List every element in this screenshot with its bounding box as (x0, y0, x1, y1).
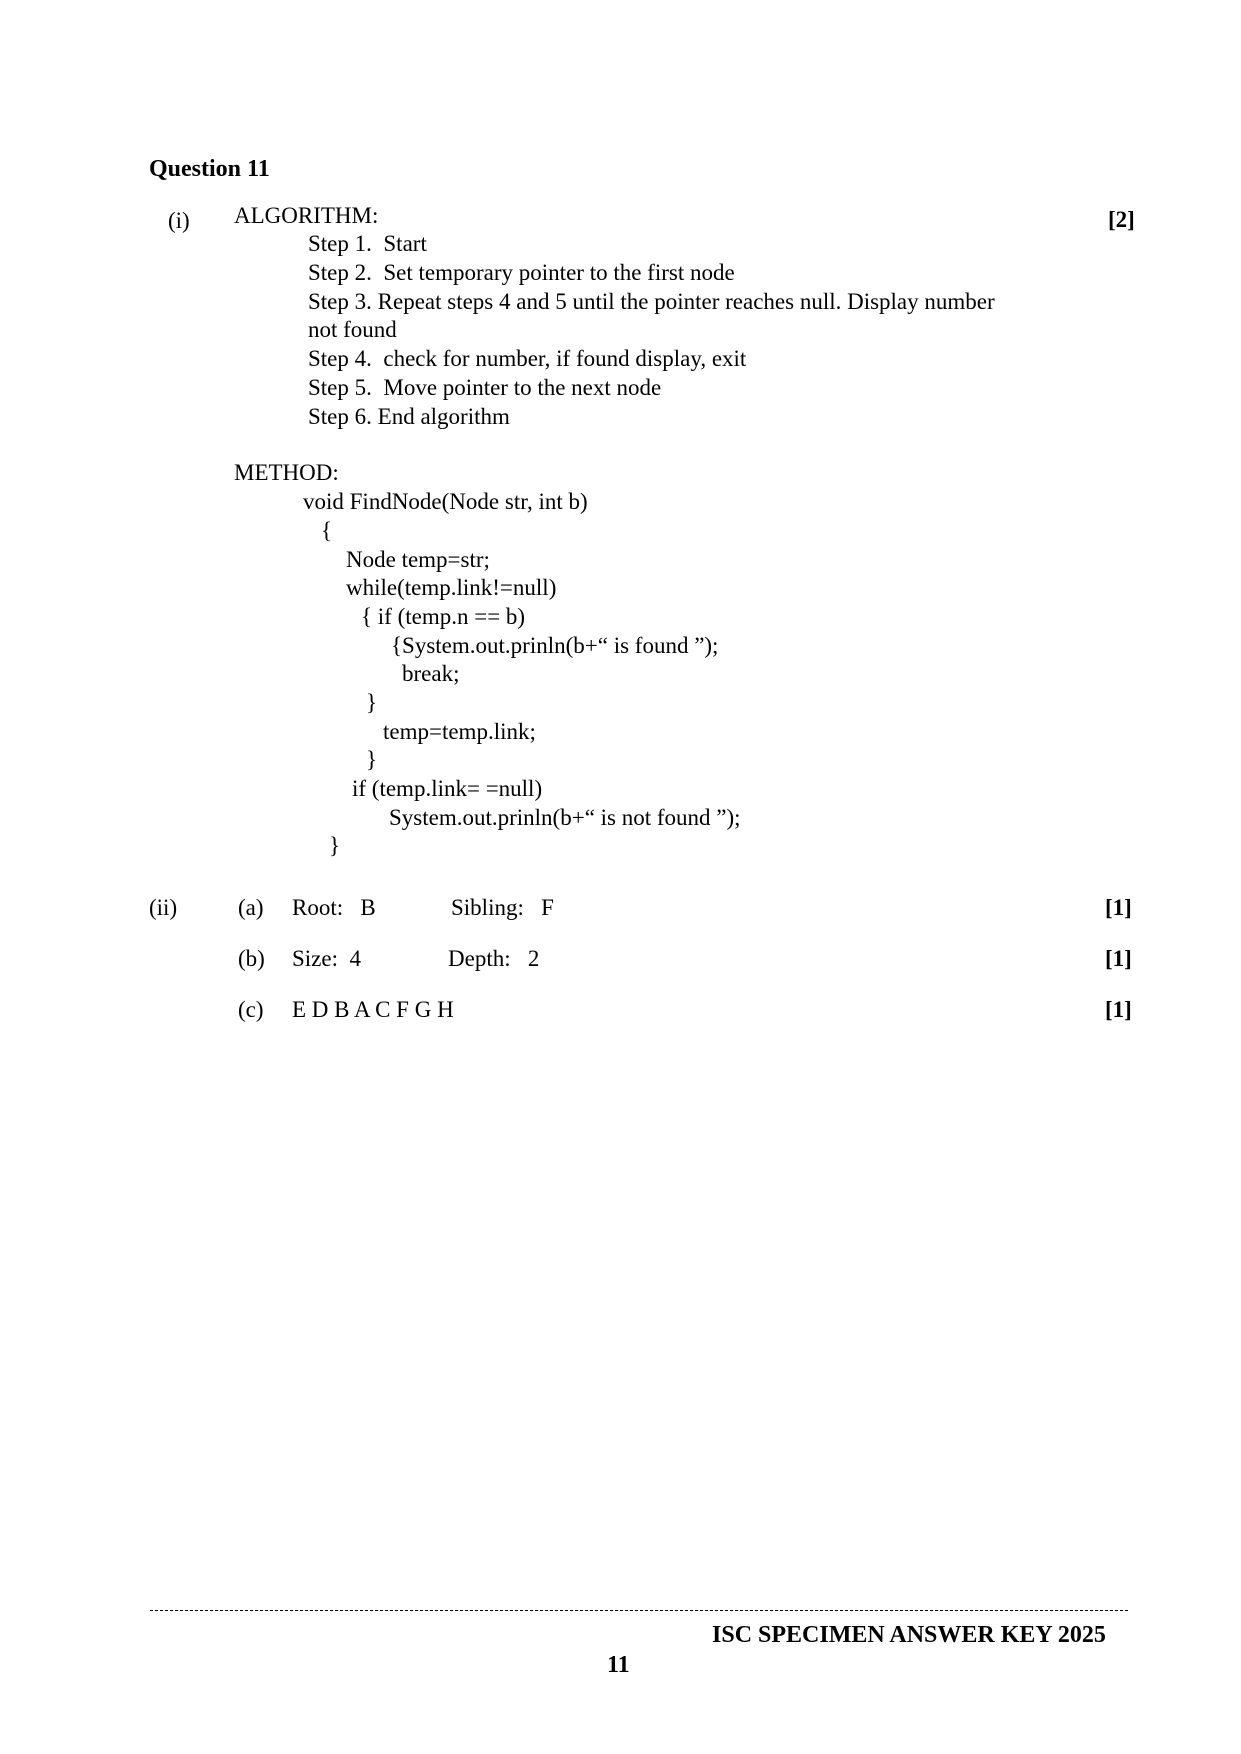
item-field: Root: B (292, 895, 376, 920)
item-marks: [1] (1105, 895, 1132, 920)
code-line: temp=temp.link; (383, 719, 536, 744)
code-line: { (321, 518, 333, 543)
item-letter: (b) (238, 946, 265, 971)
item-field: Depth: 2 (448, 946, 540, 971)
code-line: { if (temp.n == b) (361, 604, 526, 629)
algorithm-step: Step 6. End algorithm (308, 404, 510, 429)
footer-title: ISC SPECIMEN ANSWER KEY 2025 (712, 1622, 1106, 1648)
code-line: void FindNode(Node str, int b) (303, 489, 588, 514)
footer-divider (150, 1610, 1128, 1611)
algorithm-step: not found (308, 317, 397, 342)
algorithm-step: Step 4. check for number, if found display, exit (308, 346, 747, 371)
item-marks: [1] (1105, 997, 1132, 1022)
algorithm-step: Step 2. Set temporary pointer to the first node (308, 260, 735, 285)
code-line: Node temp=str; (346, 547, 490, 572)
algorithm-step: Step 5. Move pointer to the next node (308, 375, 662, 400)
code-line: } (366, 690, 378, 715)
part-ii-label: (ii) (149, 895, 178, 920)
part-i-label: (i) (168, 208, 190, 233)
code-line: } (366, 747, 378, 772)
code-line: System.out.prinln(b+“ is not found ”); (389, 805, 741, 830)
item-letter: (c) (238, 997, 264, 1022)
code-line: break; (402, 661, 460, 686)
algorithm-step: Step 1. Start (308, 231, 427, 256)
page-number: 11 (607, 1652, 630, 1678)
method-heading: METHOD: (234, 460, 339, 485)
item-marks: [1] (1105, 946, 1132, 971)
question-heading: Question 11 (149, 156, 270, 182)
code-line: } (329, 833, 341, 858)
part-i-marks: [2] (1108, 207, 1135, 232)
code-line: while(temp.link!=null) (346, 575, 557, 600)
item-field: Size: 4 (292, 946, 361, 971)
algorithm-heading: ALGORITHM: (234, 203, 379, 228)
code-line: if (temp.link= =null) (352, 776, 543, 801)
algorithm-step: Step 3. Repeat steps 4 and 5 until the pointer reaches null. Display number (308, 289, 995, 314)
code-line: {System.out.prinln(b+“ is found ”); (391, 633, 719, 658)
item-letter: (a) (238, 895, 264, 920)
item-field: Sibling: F (451, 895, 554, 920)
item-field: E D B A C F G H (292, 997, 454, 1022)
